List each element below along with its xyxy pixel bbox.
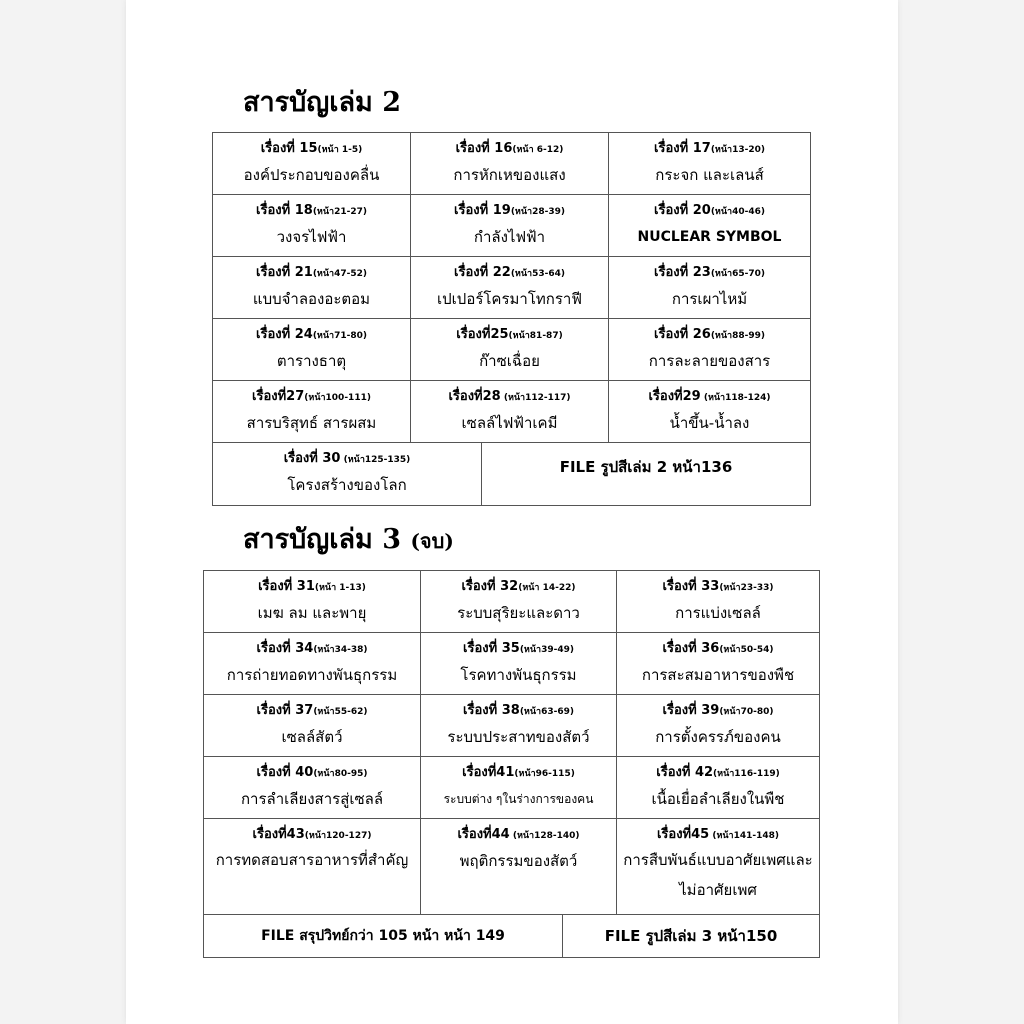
entry-heading (213, 326, 410, 345)
entry-heading (204, 826, 420, 845)
entry-heading (609, 264, 810, 283)
entry-number: เรื่องที่ 32 (461, 579, 519, 594)
toc-entry (213, 319, 411, 381)
entry-title: เนื้อเยื่อลำเลียงในพืช (651, 790, 785, 808)
entry-heading (213, 450, 481, 469)
entry-title: เซลล์ไฟฟ้าเคมี (461, 414, 558, 432)
volume-3-title-text: สารบัญเล่ม 3 (243, 524, 402, 555)
toc-entry (411, 257, 609, 319)
entry-heading (617, 702, 819, 721)
entry-pages: (หน้า81-87) (508, 331, 563, 341)
entry-pages: (หน้า34-38) (313, 645, 368, 655)
entry-pages: (หน้า70-80) (719, 707, 774, 717)
entry-title: พฤติกรรมของสัตว์ (459, 852, 578, 870)
entry-heading (421, 764, 616, 783)
entry-title: กระจก และเลนส์ (655, 166, 764, 184)
entry-heading (609, 140, 810, 159)
entry-number: เรื่องที่ 17 (654, 141, 711, 156)
table-row (213, 257, 811, 319)
file-summary-science: FILE สรุปวิทย์กว่า 105 หน้า หน้า 149 (204, 915, 563, 957)
toc-entry (609, 381, 811, 443)
file-color-images-vol3: FILE รูปสีเล่ม 3 หน้า150 (604, 927, 778, 945)
entry-heading (213, 140, 410, 159)
toc-entry (609, 319, 811, 381)
entry-pages: (หน้า40-46) (710, 207, 765, 217)
table-row (213, 133, 811, 195)
entry-title: โรคทางพันธุกรรม (460, 666, 577, 684)
entry-number: เรื่องที่ 34 (256, 641, 314, 656)
entry-title: ระบบต่าง ๆในร่างการของคน (443, 792, 594, 806)
entry-pages: (หน้า120-127) (304, 831, 372, 841)
entry-heading (421, 578, 616, 597)
entry-pages: (หน้า47-52) (312, 269, 367, 279)
entry-title: การลำเลียงสารสู่เซลล์ (240, 790, 384, 808)
entry-heading (609, 202, 810, 221)
entry-title: NUCLEAR SYMBOL (637, 229, 782, 245)
toc-entry (204, 819, 421, 915)
entry-pages: (หน้า28-39) (510, 207, 565, 217)
entry-number: เรื่องที่ 30 (283, 451, 341, 466)
entry-pages: (หน้า128-140) (509, 831, 580, 841)
toc-entry (204, 633, 421, 695)
entry-number: เรื่องที่27 (252, 389, 305, 404)
table-row (213, 195, 811, 257)
toc-entry (609, 133, 811, 195)
entry-heading (617, 826, 819, 845)
toc-entry (617, 819, 820, 915)
toc-entry (213, 133, 411, 195)
entry-heading (213, 388, 410, 407)
entry-heading (421, 826, 616, 845)
entry-number: เรื่องที่ 42 (656, 765, 714, 780)
entry-pages: (หน้า23-33) (719, 583, 774, 593)
toc-entry (204, 571, 421, 633)
entry-pages: (หน้า88-99) (710, 331, 765, 341)
entry-pages: (หน้า112-117) (500, 393, 571, 403)
volume-3-title (243, 526, 454, 553)
toc-entry (617, 695, 820, 757)
entry-number: เรื่องที่28 (448, 389, 501, 404)
entry-heading (411, 326, 608, 345)
table-row (204, 695, 820, 757)
entry-pages: (หน้า96-115) (514, 769, 575, 779)
entry-heading (213, 264, 410, 283)
table-row (213, 319, 811, 381)
entry-number: เรื่องที่43 (252, 827, 305, 842)
table-row (204, 915, 820, 958)
entry-pages: (หน้า21-27) (312, 207, 367, 217)
entry-heading (617, 578, 819, 597)
entry-number: เรื่องที่ 35 (463, 641, 520, 656)
entry-number: เรื่องที่ 22 (454, 265, 511, 280)
entry-number: เรื่องที่ 31 (258, 579, 315, 594)
file-color-images-vol2: FILE รูปสีเล่ม 2 หน้า136 (559, 458, 733, 476)
entry-heading (411, 140, 608, 159)
toc-entry (617, 757, 820, 819)
entry-number: เรื่องที่ 21 (256, 265, 313, 280)
toc-entry (609, 195, 811, 257)
toc-entry (421, 571, 617, 633)
entry-number: เรื่องที่ 26 (654, 327, 711, 342)
entry-pages: (หน้า53-64) (510, 269, 565, 279)
entry-pages: (หน้า 14-22) (518, 583, 576, 593)
entry-heading (213, 202, 410, 221)
entry-title: การสะสมอาหารของพืช (641, 666, 795, 684)
entry-heading (411, 264, 608, 283)
entry-title: การหักเหของแสง (453, 166, 566, 184)
entry-title: กำลังไฟฟ้า (473, 228, 546, 246)
table-row (213, 443, 811, 506)
entry-heading (609, 388, 810, 407)
entry-title: ก๊าซเฉื่อย (479, 352, 540, 370)
last-row-container (213, 443, 811, 506)
toc-entry (617, 633, 820, 695)
entry-pages: (หน้า80-95) (313, 769, 368, 779)
entry-title: องค์ประกอบของคลื่น (243, 166, 380, 184)
toc-entry (421, 695, 617, 757)
toc-entry (411, 195, 609, 257)
entry-number: เรื่องที่ 19 (454, 203, 511, 218)
entry-pages: (หน้า 1-5) (317, 145, 363, 155)
toc-entry (213, 195, 411, 257)
file-row-container (204, 915, 820, 958)
entry-title: เปเปอร์โครมาโทกราฟี (437, 290, 582, 308)
entry-pages: (หน้า39-49) (519, 645, 574, 655)
volume-3-title-suffix: (จบ) (410, 529, 454, 553)
entry-number: เรื่องที่44 (457, 827, 510, 842)
entry-pages: (หน้า 6-12) (512, 145, 564, 155)
toc-entry (609, 257, 811, 319)
entry-title: เซลล์สัตว์ (281, 728, 343, 746)
entry-title: เมฆ ลม และพายุ (257, 604, 367, 622)
entry-title: แบบจำลองอะตอม (252, 290, 371, 308)
entry-pages: (หน้า116-119) (713, 769, 780, 779)
entry-title: การละลายของสาร (648, 352, 771, 370)
volume-2-title: สารบัญเล่ม 2 (243, 87, 402, 118)
entry-number: เรื่องที่ 24 (256, 327, 313, 342)
entry-pages: (หน้า50-54) (719, 645, 774, 655)
entry-number: เรื่องที่ 33 (662, 579, 720, 594)
entry-pages: (หน้า63-69) (519, 707, 574, 717)
entry-number: เรื่องที่29 (648, 389, 701, 404)
entry-number: เรื่องที่ 20 (654, 203, 711, 218)
entry-number: เรื่องที่ 15 (260, 141, 318, 156)
table-row (204, 757, 820, 819)
entry-pages: (หน้า13-20) (710, 145, 765, 155)
entry-heading (609, 326, 810, 345)
entry-heading (421, 640, 616, 659)
entry-heading (204, 578, 420, 597)
toc-entry (204, 757, 421, 819)
entry-number: เรื่องที่ 38 (463, 703, 520, 718)
entry-title: การทดสอบสารอาหารที่สำคัญ (215, 851, 409, 869)
toc-entry (411, 133, 609, 195)
entry-title: น้ำขึ้น-น้ำลง (669, 414, 750, 432)
entry-title: การถ่ายทอดทางพันธุกรรม (226, 666, 398, 684)
toc-entry (421, 819, 617, 915)
entry-pages: (หน้า55-62) (313, 707, 368, 717)
entry-pages: (หน้า 1-13) (314, 583, 366, 593)
entry-number: เรื่องที่25 (456, 327, 509, 342)
entry-pages: (หน้า65-70) (710, 269, 765, 279)
entry-heading (204, 702, 420, 721)
table-row (204, 819, 820, 915)
entry-pages: (หน้า141-148) (709, 831, 780, 841)
entry-heading (421, 702, 616, 721)
table-row (213, 381, 811, 443)
toc-entry (411, 319, 609, 381)
volume-2-toc-table (212, 132, 811, 506)
toc-entry (421, 757, 617, 819)
entry-title: ระบบประสาทของสัตว์ (447, 728, 590, 746)
entry-number: เรื่องที่45 (656, 827, 710, 842)
entry-number: เรื่องที่41 (462, 765, 515, 780)
toc-entry (213, 257, 411, 319)
entry-title: สารบริสุทธ์ สารผสม (246, 414, 377, 432)
entry-heading (204, 764, 420, 783)
toc-entry (411, 381, 609, 443)
entry-pages: (หน้า125-135) (340, 455, 411, 465)
entry-number: เรื่องที่ 16 (455, 141, 513, 156)
toc-entry (213, 443, 482, 505)
entry-title: ระบบสุริยะและดาว (457, 604, 580, 622)
entry-title: การเผาไหม้ (671, 290, 748, 308)
entry-title: การตั้งครรภ์ของคน (655, 728, 781, 746)
entry-number: เรื่องที่ 37 (256, 703, 314, 718)
entry-number: เรื่องที่ 40 (256, 765, 314, 780)
volume-3-toc-table (203, 570, 820, 958)
entry-heading (617, 640, 819, 659)
entry-title: วงจรไฟฟ้า (276, 228, 347, 246)
toc-entry (204, 695, 421, 757)
toc-entry (213, 381, 411, 443)
entry-heading (617, 764, 819, 783)
toc-entry (617, 571, 820, 633)
entry-pages: (หน้า71-80) (312, 331, 367, 341)
entry-pages: (หน้า118-124) (700, 393, 771, 403)
entry-title: ตารางธาตุ (276, 352, 347, 370)
entry-number: เรื่องที่ 36 (662, 641, 720, 656)
entry-title: การสืบพันธ์แบบอาศัยเพศและไม่อาศัยเพศ (623, 851, 813, 899)
entry-number: เรื่องที่ 39 (662, 703, 720, 718)
entry-heading (204, 640, 420, 659)
table-row (204, 633, 820, 695)
entry-pages: (หน้า100-111) (304, 393, 371, 403)
entry-number: เรื่องที่ 18 (256, 203, 313, 218)
toc-entry (421, 633, 617, 695)
table-row (204, 571, 820, 633)
entry-heading (411, 388, 608, 407)
entry-heading (411, 202, 608, 221)
entry-title: โครงสร้างของโลก (287, 476, 407, 494)
entry-number: เรื่องที่ 23 (654, 265, 711, 280)
entry-title: การแบ่งเซลล์ (675, 604, 761, 622)
